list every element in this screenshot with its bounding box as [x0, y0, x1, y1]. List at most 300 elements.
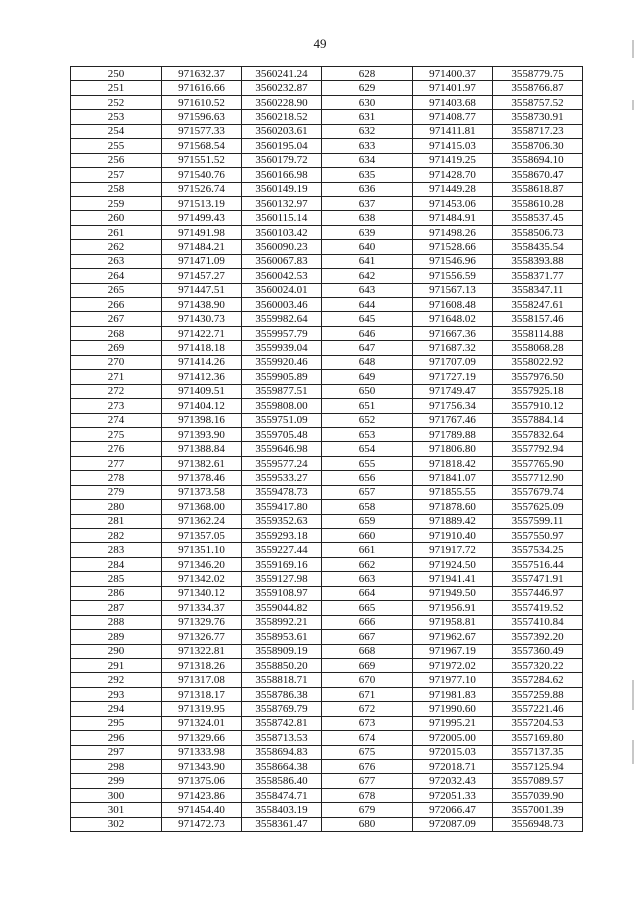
- y-coordinate-left-cell: 3558361.47: [242, 817, 322, 831]
- point-number-left-cell: 299: [71, 774, 162, 788]
- table-row: [71, 196, 583, 210]
- x-coordinate-right-cell: 972087.09: [413, 817, 493, 831]
- point-number-right-cell: 669: [322, 658, 413, 672]
- point-number-right-cell: 646: [322, 326, 413, 340]
- point-number-right-cell: 638: [322, 211, 413, 225]
- point-number-right-cell: 639: [322, 225, 413, 239]
- x-coordinate-left-cell: 971324.01: [162, 716, 242, 730]
- y-coordinate-left-cell: 3558586.40: [242, 774, 322, 788]
- x-coordinate-left-cell: 971375.06: [162, 774, 242, 788]
- table-row: [71, 312, 583, 326]
- point-number-left-cell: 261: [71, 225, 162, 239]
- table-row: [71, 557, 583, 571]
- y-coordinate-left-cell: 3559646.98: [242, 442, 322, 456]
- y-coordinate-left-cell: 3559705.48: [242, 427, 322, 441]
- point-number-right-cell: 673: [322, 716, 413, 730]
- point-number-left-cell: 256: [71, 153, 162, 167]
- x-coordinate-right-cell: 971818.42: [413, 456, 493, 470]
- x-coordinate-left-cell: 971398.16: [162, 413, 242, 427]
- point-number-left-cell: 266: [71, 298, 162, 312]
- x-coordinate-left-cell: 971454.40: [162, 803, 242, 817]
- point-number-right-cell: 655: [322, 456, 413, 470]
- table-row: [71, 442, 583, 456]
- table-row: [71, 254, 583, 268]
- y-coordinate-right-cell: 3557360.49: [493, 644, 583, 658]
- point-number-left-cell: 258: [71, 182, 162, 196]
- x-coordinate-right-cell: 971408.77: [413, 110, 493, 124]
- y-coordinate-left-cell: 3559982.64: [242, 312, 322, 326]
- x-coordinate-left-cell: 971351.10: [162, 543, 242, 557]
- x-coordinate-right-cell: 971648.02: [413, 312, 493, 326]
- x-coordinate-left-cell: 971412.36: [162, 370, 242, 384]
- y-coordinate-right-cell: 3558618.87: [493, 182, 583, 196]
- point-number-left-cell: 260: [71, 211, 162, 225]
- point-number-right-cell: 632: [322, 124, 413, 138]
- y-coordinate-left-cell: 3560042.53: [242, 269, 322, 283]
- y-coordinate-left-cell: 3558742.81: [242, 716, 322, 730]
- table-row: [71, 615, 583, 629]
- y-coordinate-right-cell: 3557259.88: [493, 687, 583, 701]
- x-coordinate-left-cell: 971491.98: [162, 225, 242, 239]
- x-coordinate-left-cell: 971438.90: [162, 298, 242, 312]
- y-coordinate-left-cell: 3559533.27: [242, 471, 322, 485]
- point-number-left-cell: 254: [71, 124, 162, 138]
- y-coordinate-left-cell: 3559478.73: [242, 485, 322, 499]
- table-row: [71, 182, 583, 196]
- y-coordinate-right-cell: 3557001.39: [493, 803, 583, 817]
- y-coordinate-right-cell: 3557792.94: [493, 442, 583, 456]
- table-row: [71, 110, 583, 124]
- point-number-left-cell: 300: [71, 788, 162, 802]
- y-coordinate-right-cell: 3557204.53: [493, 716, 583, 730]
- point-number-right-cell: 636: [322, 182, 413, 196]
- x-coordinate-left-cell: 971596.63: [162, 110, 242, 124]
- point-number-left-cell: 281: [71, 514, 162, 528]
- x-coordinate-right-cell: 971995.21: [413, 716, 493, 730]
- point-number-right-cell: 670: [322, 673, 413, 687]
- x-coordinate-right-cell: 971977.10: [413, 673, 493, 687]
- x-coordinate-right-cell: 972015.03: [413, 745, 493, 759]
- table-row: [71, 384, 583, 398]
- table-row: [71, 774, 583, 788]
- y-coordinate-left-cell: 3558403.19: [242, 803, 322, 817]
- table-row: [71, 139, 583, 153]
- x-coordinate-left-cell: 971382.61: [162, 456, 242, 470]
- point-number-right-cell: 654: [322, 442, 413, 456]
- y-coordinate-left-cell: 3559108.97: [242, 586, 322, 600]
- point-number-right-cell: 648: [322, 355, 413, 369]
- point-number-left-cell: 294: [71, 702, 162, 716]
- y-coordinate-left-cell: 3559939.04: [242, 341, 322, 355]
- x-coordinate-right-cell: 971941.41: [413, 572, 493, 586]
- x-coordinate-right-cell: 972051.33: [413, 788, 493, 802]
- table-row: [71, 673, 583, 687]
- x-coordinate-left-cell: 971404.12: [162, 399, 242, 413]
- table-row: [71, 240, 583, 254]
- point-number-right-cell: 666: [322, 615, 413, 629]
- x-coordinate-right-cell: 972018.71: [413, 760, 493, 774]
- point-number-right-cell: 628: [322, 67, 413, 81]
- y-coordinate-right-cell: 3557039.90: [493, 788, 583, 802]
- point-number-left-cell: 282: [71, 529, 162, 543]
- x-coordinate-right-cell: 971415.03: [413, 139, 493, 153]
- x-coordinate-right-cell: 971556.59: [413, 269, 493, 283]
- y-coordinate-left-cell: 3558786.38: [242, 687, 322, 701]
- point-number-left-cell: 268: [71, 326, 162, 340]
- point-number-left-cell: 262: [71, 240, 162, 254]
- x-coordinate-right-cell: 971767.46: [413, 413, 493, 427]
- point-number-right-cell: 642: [322, 269, 413, 283]
- y-coordinate-right-cell: 3558068.28: [493, 341, 583, 355]
- x-coordinate-right-cell: 971567.13: [413, 283, 493, 297]
- y-coordinate-right-cell: 3557625.09: [493, 500, 583, 514]
- y-coordinate-right-cell: 3558371.77: [493, 269, 583, 283]
- point-number-left-cell: 297: [71, 745, 162, 759]
- x-coordinate-left-cell: 971333.98: [162, 745, 242, 759]
- x-coordinate-left-cell: 971577.33: [162, 124, 242, 138]
- table-row: [71, 298, 583, 312]
- y-coordinate-left-cell: 3560090.23: [242, 240, 322, 254]
- y-coordinate-right-cell: 3558022.92: [493, 355, 583, 369]
- x-coordinate-right-cell: 971498.26: [413, 225, 493, 239]
- table-row: [71, 572, 583, 586]
- x-coordinate-left-cell: 971526.74: [162, 182, 242, 196]
- point-number-right-cell: 662: [322, 557, 413, 571]
- table-row: [71, 731, 583, 745]
- x-coordinate-left-cell: 971418.18: [162, 341, 242, 355]
- table-row: [71, 95, 583, 109]
- x-coordinate-right-cell: 971972.02: [413, 658, 493, 672]
- x-coordinate-right-cell: 971687.32: [413, 341, 493, 355]
- y-coordinate-right-cell: 3558779.75: [493, 67, 583, 81]
- y-coordinate-left-cell: 3560115.14: [242, 211, 322, 225]
- point-number-right-cell: 659: [322, 514, 413, 528]
- x-coordinate-right-cell: 971749.47: [413, 384, 493, 398]
- point-number-left-cell: 283: [71, 543, 162, 557]
- x-coordinate-right-cell: 972066.47: [413, 803, 493, 817]
- table-row: [71, 471, 583, 485]
- coordinates-table: [70, 66, 583, 832]
- y-coordinate-right-cell: 3556948.73: [493, 817, 583, 831]
- point-number-left-cell: 259: [71, 196, 162, 210]
- table-row: [71, 67, 583, 81]
- point-number-right-cell: 644: [322, 298, 413, 312]
- point-number-right-cell: 652: [322, 413, 413, 427]
- point-number-right-cell: 663: [322, 572, 413, 586]
- x-coordinate-right-cell: 971949.50: [413, 586, 493, 600]
- point-number-left-cell: 287: [71, 601, 162, 615]
- y-coordinate-right-cell: 3557712.90: [493, 471, 583, 485]
- x-coordinate-right-cell: 971419.25: [413, 153, 493, 167]
- table-row: [71, 456, 583, 470]
- point-number-left-cell: 286: [71, 586, 162, 600]
- table-row: [71, 370, 583, 384]
- table-row: [71, 788, 583, 802]
- x-coordinate-right-cell: 971990.60: [413, 702, 493, 716]
- point-number-right-cell: 679: [322, 803, 413, 817]
- point-number-left-cell: 265: [71, 283, 162, 297]
- table-row: [71, 803, 583, 817]
- table-row: [71, 326, 583, 340]
- table-row: [71, 716, 583, 730]
- y-coordinate-right-cell: 3557089.57: [493, 774, 583, 788]
- table-row: [71, 283, 583, 297]
- point-number-right-cell: 651: [322, 399, 413, 413]
- y-coordinate-right-cell: 3557137.35: [493, 745, 583, 759]
- x-coordinate-right-cell: 972032.43: [413, 774, 493, 788]
- point-number-right-cell: 678: [322, 788, 413, 802]
- table-row: [71, 687, 583, 701]
- point-number-right-cell: 665: [322, 601, 413, 615]
- point-number-left-cell: 284: [71, 557, 162, 571]
- point-number-right-cell: 674: [322, 731, 413, 745]
- x-coordinate-right-cell: 971889.42: [413, 514, 493, 528]
- point-number-left-cell: 298: [71, 760, 162, 774]
- x-coordinate-left-cell: 971551.52: [162, 153, 242, 167]
- x-coordinate-left-cell: 971393.90: [162, 427, 242, 441]
- x-coordinate-left-cell: 971513.19: [162, 196, 242, 210]
- y-coordinate-right-cell: 3557832.64: [493, 427, 583, 441]
- y-coordinate-right-cell: 3558114.88: [493, 326, 583, 340]
- x-coordinate-left-cell: 971422.71: [162, 326, 242, 340]
- table-row: [71, 269, 583, 283]
- x-coordinate-left-cell: 971568.54: [162, 139, 242, 153]
- point-number-left-cell: 291: [71, 658, 162, 672]
- y-coordinate-left-cell: 3560203.61: [242, 124, 322, 138]
- x-coordinate-right-cell: 971967.19: [413, 644, 493, 658]
- y-coordinate-right-cell: 3558694.10: [493, 153, 583, 167]
- point-number-left-cell: 276: [71, 442, 162, 456]
- x-coordinate-left-cell: 971378.46: [162, 471, 242, 485]
- point-number-right-cell: 680: [322, 817, 413, 831]
- y-coordinate-left-cell: 3559920.46: [242, 355, 322, 369]
- table-row: [71, 413, 583, 427]
- x-coordinate-right-cell: 971453.06: [413, 196, 493, 210]
- y-coordinate-right-cell: 3557765.90: [493, 456, 583, 470]
- y-coordinate-right-cell: 3558393.88: [493, 254, 583, 268]
- y-coordinate-left-cell: 3560103.42: [242, 225, 322, 239]
- y-coordinate-left-cell: 3559957.79: [242, 326, 322, 340]
- y-coordinate-right-cell: 3557550.97: [493, 529, 583, 543]
- y-coordinate-left-cell: 3559127.98: [242, 572, 322, 586]
- y-coordinate-left-cell: 3559905.89: [242, 370, 322, 384]
- x-coordinate-left-cell: 971409.51: [162, 384, 242, 398]
- x-coordinate-right-cell: 971855.55: [413, 485, 493, 499]
- x-coordinate-right-cell: 971428.70: [413, 168, 493, 182]
- x-coordinate-left-cell: 971616.66: [162, 81, 242, 95]
- x-coordinate-right-cell: 971449.28: [413, 182, 493, 196]
- x-coordinate-left-cell: 971447.51: [162, 283, 242, 297]
- point-number-left-cell: 285: [71, 572, 162, 586]
- point-number-left-cell: 255: [71, 139, 162, 153]
- table-row: [71, 341, 583, 355]
- point-number-left-cell: 271: [71, 370, 162, 384]
- x-coordinate-left-cell: 971368.00: [162, 500, 242, 514]
- x-coordinate-right-cell: 971841.07: [413, 471, 493, 485]
- x-coordinate-left-cell: 971346.20: [162, 557, 242, 571]
- point-number-right-cell: 657: [322, 485, 413, 499]
- x-coordinate-right-cell: 971956.91: [413, 601, 493, 615]
- point-number-left-cell: 288: [71, 615, 162, 629]
- y-coordinate-left-cell: 3559169.16: [242, 557, 322, 571]
- point-number-right-cell: 635: [322, 168, 413, 182]
- point-number-left-cell: 278: [71, 471, 162, 485]
- point-number-right-cell: 676: [322, 760, 413, 774]
- table-row: [71, 745, 583, 759]
- y-coordinate-right-cell: 3558247.61: [493, 298, 583, 312]
- x-coordinate-right-cell: 971789.88: [413, 427, 493, 441]
- point-number-left-cell: 292: [71, 673, 162, 687]
- y-coordinate-right-cell: 3558717.23: [493, 124, 583, 138]
- table-row: [71, 81, 583, 95]
- x-coordinate-left-cell: 971457.27: [162, 269, 242, 283]
- y-coordinate-left-cell: 3558953.61: [242, 630, 322, 644]
- point-number-right-cell: 677: [322, 774, 413, 788]
- table-row: [71, 702, 583, 716]
- point-number-left-cell: 275: [71, 427, 162, 441]
- x-coordinate-right-cell: 971528.66: [413, 240, 493, 254]
- y-coordinate-left-cell: 3560218.52: [242, 110, 322, 124]
- x-coordinate-right-cell: 971924.50: [413, 557, 493, 571]
- point-number-left-cell: 257: [71, 168, 162, 182]
- point-number-right-cell: 633: [322, 139, 413, 153]
- y-coordinate-right-cell: 3557679.74: [493, 485, 583, 499]
- point-number-left-cell: 293: [71, 687, 162, 701]
- x-coordinate-left-cell: 971610.52: [162, 95, 242, 109]
- x-coordinate-right-cell: 971958.81: [413, 615, 493, 629]
- x-coordinate-left-cell: 971317.08: [162, 673, 242, 687]
- table-row: [71, 124, 583, 138]
- x-coordinate-right-cell: 971401.97: [413, 81, 493, 95]
- table-row: [71, 514, 583, 528]
- x-coordinate-right-cell: 971484.91: [413, 211, 493, 225]
- table-row: [71, 355, 583, 369]
- x-coordinate-right-cell: 971878.60: [413, 500, 493, 514]
- table-row: [71, 644, 583, 658]
- y-coordinate-left-cell: 3560024.01: [242, 283, 322, 297]
- y-coordinate-left-cell: 3560179.72: [242, 153, 322, 167]
- y-coordinate-right-cell: 3557976.50: [493, 370, 583, 384]
- y-coordinate-right-cell: 3557392.20: [493, 630, 583, 644]
- point-number-left-cell: 253: [71, 110, 162, 124]
- point-number-right-cell: 645: [322, 312, 413, 326]
- x-coordinate-left-cell: 971329.76: [162, 615, 242, 629]
- y-coordinate-left-cell: 3560166.98: [242, 168, 322, 182]
- point-number-right-cell: 668: [322, 644, 413, 658]
- y-coordinate-right-cell: 3558537.45: [493, 211, 583, 225]
- x-coordinate-left-cell: 971373.58: [162, 485, 242, 499]
- x-coordinate-right-cell: 971910.40: [413, 529, 493, 543]
- table-row: [71, 586, 583, 600]
- y-coordinate-right-cell: 3558506.73: [493, 225, 583, 239]
- table-row: [71, 760, 583, 774]
- table-row: [71, 427, 583, 441]
- table-row: [71, 543, 583, 557]
- point-number-left-cell: 280: [71, 500, 162, 514]
- point-number-left-cell: 274: [71, 413, 162, 427]
- x-coordinate-left-cell: 971484.21: [162, 240, 242, 254]
- table-row: [71, 168, 583, 182]
- table-row: [71, 658, 583, 672]
- x-coordinate-left-cell: 971414.26: [162, 355, 242, 369]
- x-coordinate-left-cell: 971340.12: [162, 586, 242, 600]
- x-coordinate-left-cell: 971423.86: [162, 788, 242, 802]
- table-row: [71, 211, 583, 225]
- y-coordinate-left-cell: 3559293.18: [242, 529, 322, 543]
- y-coordinate-right-cell: 3558766.87: [493, 81, 583, 95]
- point-number-right-cell: 640: [322, 240, 413, 254]
- y-coordinate-left-cell: 3558769.79: [242, 702, 322, 716]
- y-coordinate-right-cell: 3558610.28: [493, 196, 583, 210]
- table-row: [71, 485, 583, 499]
- y-coordinate-left-cell: 3559044.82: [242, 601, 322, 615]
- y-coordinate-right-cell: 3558157.46: [493, 312, 583, 326]
- y-coordinate-right-cell: 3557534.25: [493, 543, 583, 557]
- x-coordinate-left-cell: 971471.09: [162, 254, 242, 268]
- y-coordinate-right-cell: 3557599.11: [493, 514, 583, 528]
- x-coordinate-right-cell: 971546.96: [413, 254, 493, 268]
- x-coordinate-right-cell: 971411.81: [413, 124, 493, 138]
- y-coordinate-left-cell: 3558694.83: [242, 745, 322, 759]
- point-number-left-cell: 264: [71, 269, 162, 283]
- y-coordinate-right-cell: 3557125.94: [493, 760, 583, 774]
- point-number-right-cell: 672: [322, 702, 413, 716]
- x-coordinate-left-cell: 971499.43: [162, 211, 242, 225]
- table-row: [71, 630, 583, 644]
- y-coordinate-right-cell: 3557169.80: [493, 731, 583, 745]
- y-coordinate-right-cell: 3557471.91: [493, 572, 583, 586]
- y-coordinate-right-cell: 3557221.46: [493, 702, 583, 716]
- point-number-right-cell: 660: [322, 529, 413, 543]
- x-coordinate-left-cell: 971430.73: [162, 312, 242, 326]
- point-number-left-cell: 302: [71, 817, 162, 831]
- x-coordinate-right-cell: 971400.37: [413, 67, 493, 81]
- x-coordinate-left-cell: 971343.90: [162, 760, 242, 774]
- y-coordinate-right-cell: 3557925.18: [493, 384, 583, 398]
- point-number-right-cell: 650: [322, 384, 413, 398]
- y-coordinate-right-cell: 3557320.22: [493, 658, 583, 672]
- x-coordinate-right-cell: 971667.36: [413, 326, 493, 340]
- point-number-left-cell: 263: [71, 254, 162, 268]
- y-coordinate-left-cell: 3558992.21: [242, 615, 322, 629]
- x-coordinate-right-cell: 971403.68: [413, 95, 493, 109]
- point-number-left-cell: 250: [71, 67, 162, 81]
- table-row: [71, 225, 583, 239]
- y-coordinate-left-cell: 3559227.44: [242, 543, 322, 557]
- y-coordinate-left-cell: 3558909.19: [242, 644, 322, 658]
- table-row: [71, 500, 583, 514]
- point-number-left-cell: 289: [71, 630, 162, 644]
- x-coordinate-left-cell: 971326.77: [162, 630, 242, 644]
- point-number-right-cell: 675: [322, 745, 413, 759]
- point-number-left-cell: 267: [71, 312, 162, 326]
- point-number-left-cell: 290: [71, 644, 162, 658]
- y-coordinate-left-cell: 3560132.97: [242, 196, 322, 210]
- x-coordinate-right-cell: 971917.72: [413, 543, 493, 557]
- y-coordinate-left-cell: 3558850.20: [242, 658, 322, 672]
- y-coordinate-right-cell: 3558435.54: [493, 240, 583, 254]
- y-coordinate-left-cell: 3558713.53: [242, 731, 322, 745]
- point-number-right-cell: 667: [322, 630, 413, 644]
- x-coordinate-left-cell: 971318.17: [162, 687, 242, 701]
- point-number-right-cell: 658: [322, 500, 413, 514]
- x-coordinate-left-cell: 971632.37: [162, 67, 242, 81]
- point-number-right-cell: 630: [322, 95, 413, 109]
- x-coordinate-right-cell: 972005.00: [413, 731, 493, 745]
- y-coordinate-left-cell: 3559808.00: [242, 399, 322, 413]
- point-number-left-cell: 296: [71, 731, 162, 745]
- point-number-left-cell: 277: [71, 456, 162, 470]
